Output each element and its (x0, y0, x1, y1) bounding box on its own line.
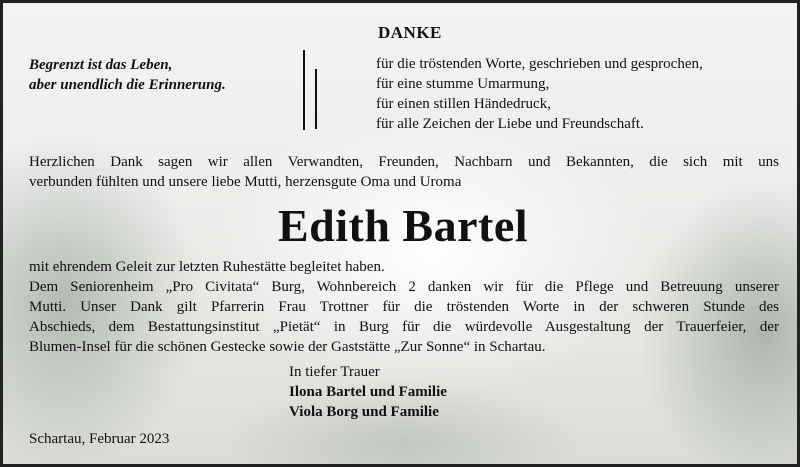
mourner-family: Ilona Bartel und Familie (289, 384, 447, 400)
thanks-lines (376, 54, 703, 134)
mourners-block (289, 362, 447, 422)
thanks-line: für die tröstenden Worte, geschrieben und gesprochen, (376, 56, 703, 72)
body-line: mit ehrendem Geleit zur letzten Ruhestätte begleitet haben. (29, 259, 385, 275)
motto-line: aber unendlich die Erinnerung. (29, 77, 226, 93)
intro-paragraph (29, 152, 779, 192)
divider-line (315, 69, 317, 129)
intro-line: verbunden fühlten und unsere liebe Mutti, herzensgute Oma und Uroma (29, 174, 462, 190)
body-paragraph (29, 257, 779, 357)
closing-phrase: In tiefer Trauer (289, 364, 380, 380)
thanks-line: für alle Zeichen der Liebe und Freundschaft. (376, 116, 644, 132)
body-line: Dem Seniorenheim „Pro Civitata“ Burg, Wohnbereich 2 danken wir für die Pflege und Betreuung unserer (29, 279, 779, 295)
mourner-family: Viola Borg und Familie (289, 404, 439, 420)
thanks-line: für eine stumme Umarmung, (376, 76, 550, 92)
thanks-title: DANKE (378, 23, 442, 42)
body-line: Mutti. Unser Dank gilt Pfarrerin Frau Trottner für die tröstenden Worte in der schweren Stunde des (29, 299, 779, 315)
place-date: Schartau, Februar 2023 (29, 431, 170, 447)
divider-line (303, 50, 305, 130)
body-line: Abschieds, dem Bestattungsinstitut „Pietät“ in Burg für die würdevolle Ausgestaltung der Trauerfeier, der (29, 319, 779, 335)
body-line: Blumen-Insel für die schönen Gestecke sowie der Gaststätte „Zur Sonne“ in Schartau. (29, 339, 546, 355)
thanks-line: für einen stillen Händedruck, (376, 96, 551, 112)
motto (29, 55, 226, 95)
intro-line: Herzlichen Dank sagen wir allen Verwandten, Freunden, Nachbarn und Bekannten, die sich mit uns (29, 154, 779, 170)
motto-line: Begrenzt ist das Leben, (29, 57, 173, 73)
deceased-name: Edith Bartel (277, 200, 529, 251)
